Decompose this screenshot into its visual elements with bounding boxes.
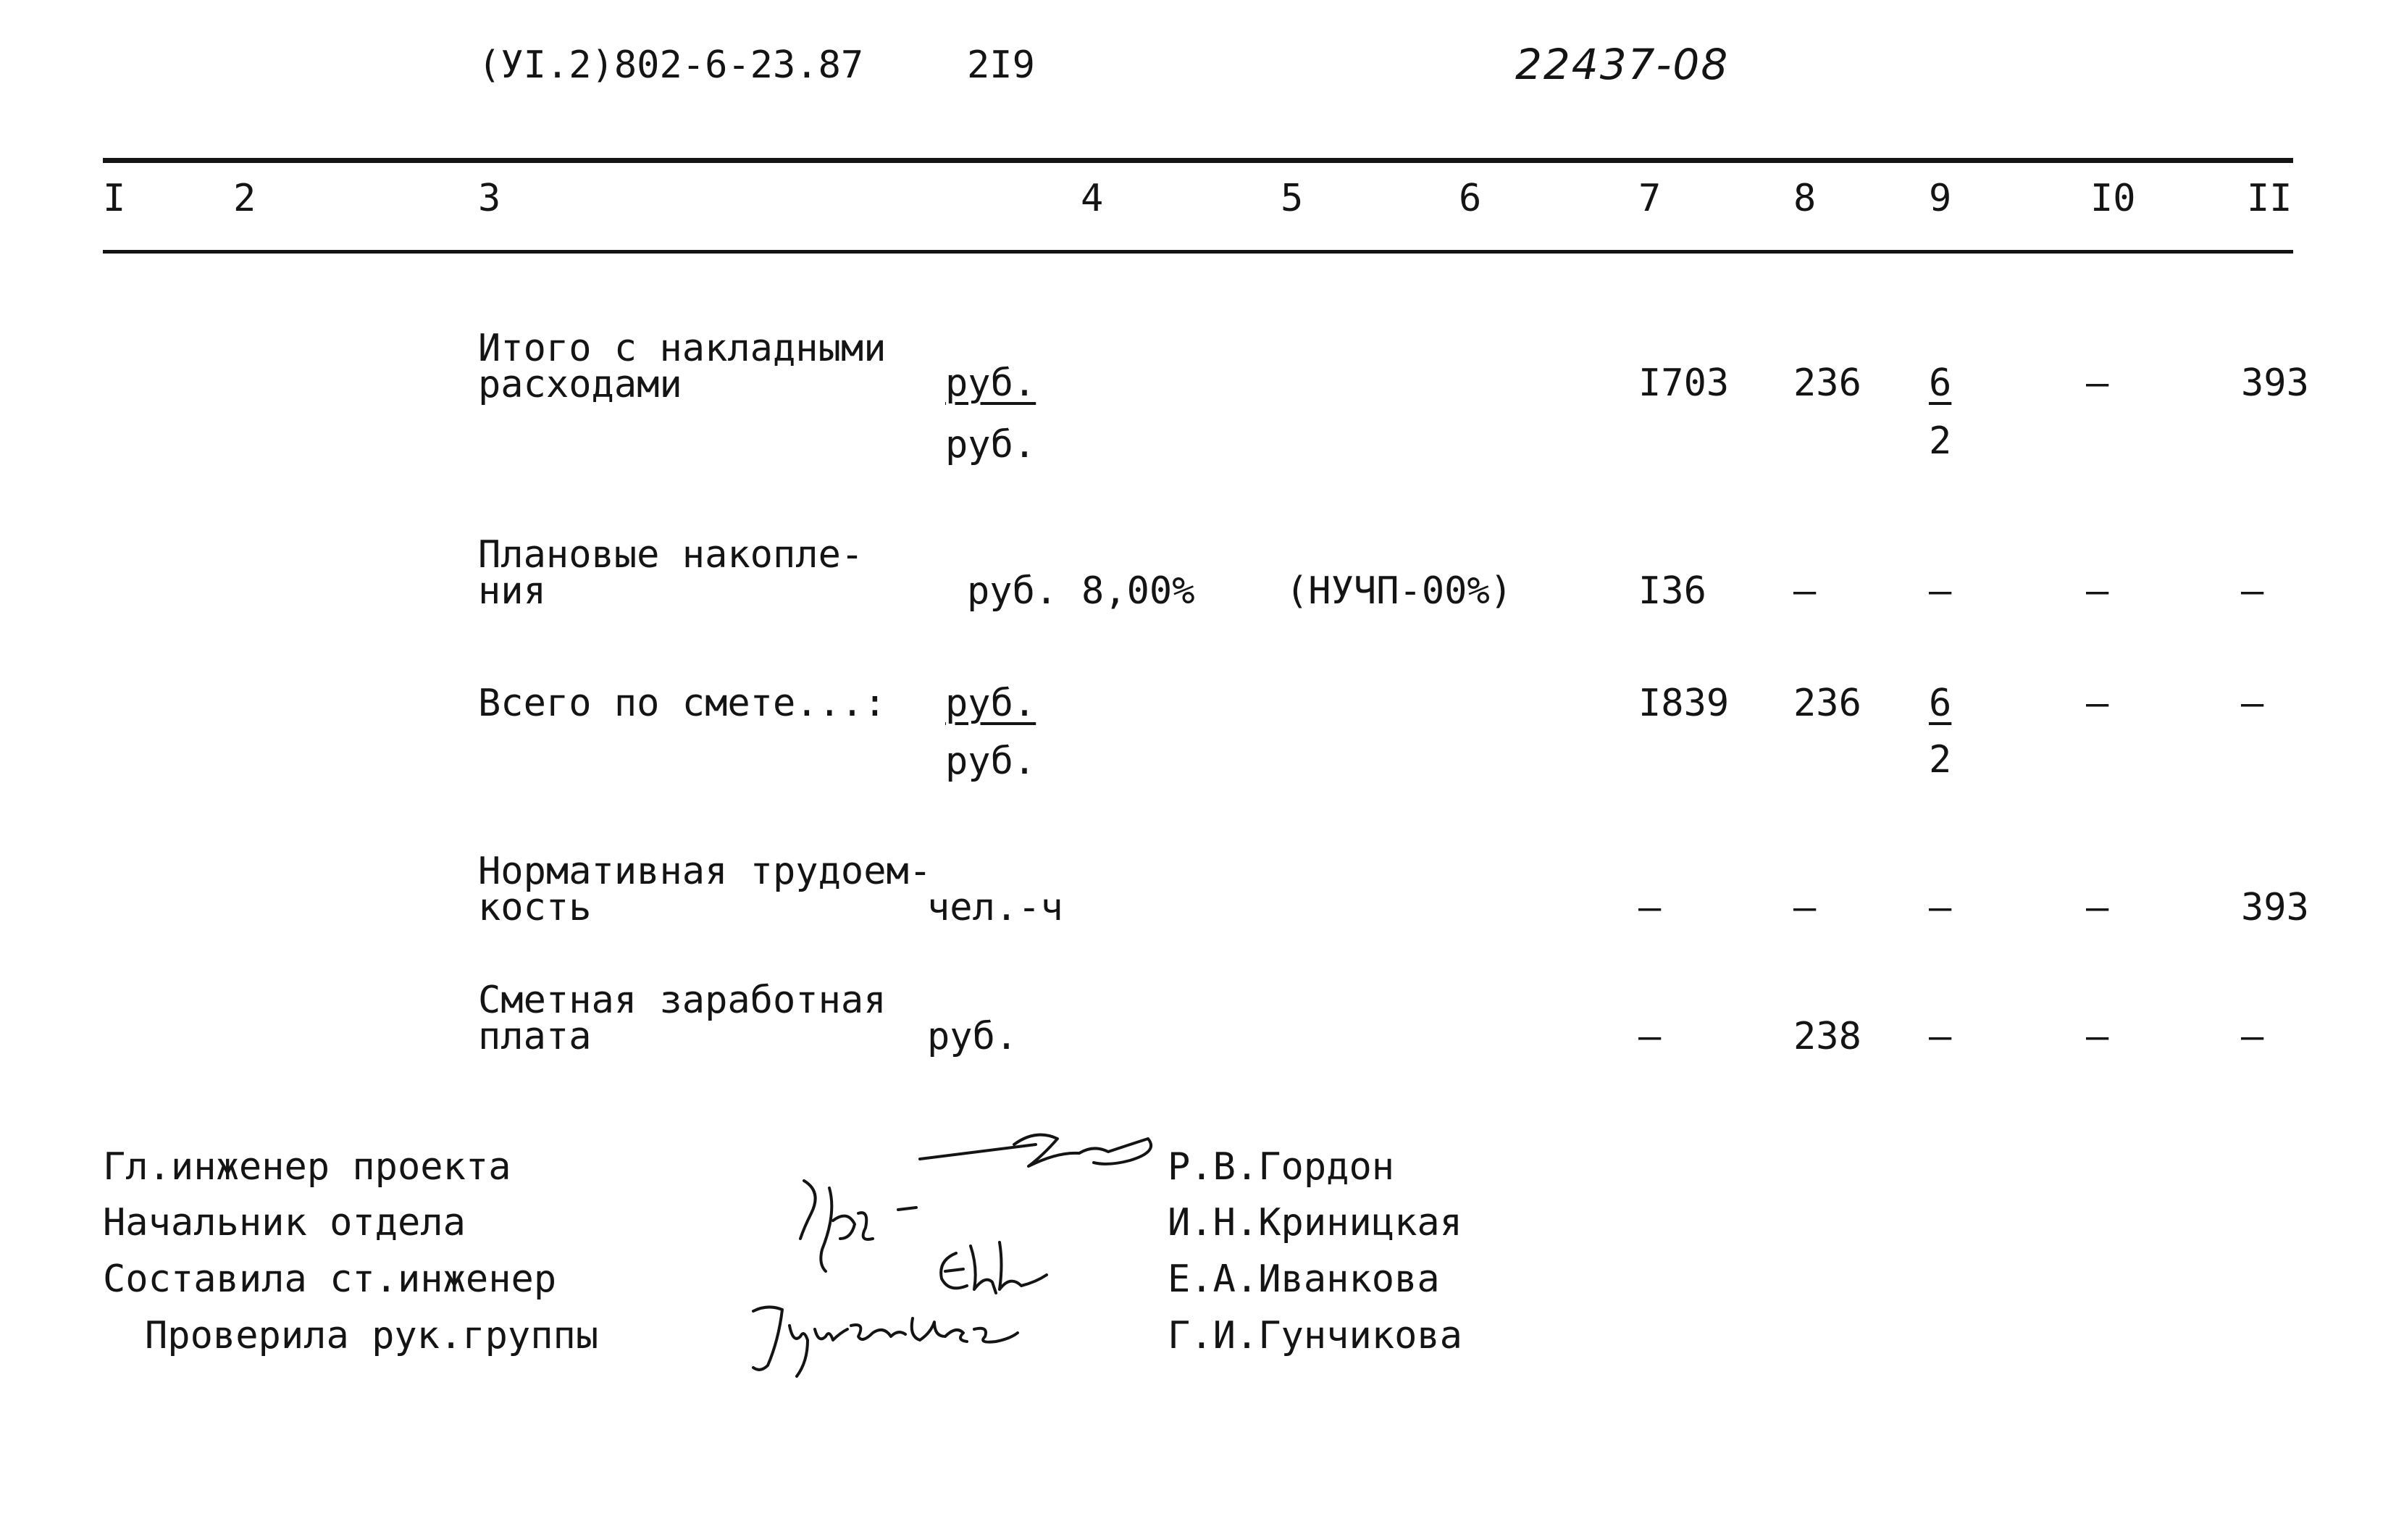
cell-col9: – [1929, 569, 1952, 613]
column-header: 2 [233, 177, 256, 220]
cell-col10: – [2086, 682, 2109, 725]
signature-gunchikova [739, 1297, 1029, 1384]
cell-col11: 393 [2241, 361, 2309, 405]
column-header: I0 [2090, 177, 2136, 220]
row-name-line: Сметная заработная [478, 979, 887, 1022]
signer-name: Г.И.Гунчикова [1168, 1314, 1462, 1357]
signer-role: Гл.инженер проекта [103, 1145, 511, 1189]
cell-col8: 236 [1793, 361, 1861, 405]
signature-krinitskaya [789, 1170, 934, 1279]
row-name-line: ния [478, 569, 546, 613]
cell-col9: 2 [1929, 738, 1952, 782]
cell-col7: I36 [1638, 569, 1706, 613]
signer-name: И.Н.Криницкая [1168, 1201, 1462, 1244]
row-name-line: кость [478, 886, 592, 929]
row-unit: руб. [967, 569, 1058, 613]
column-header: 3 [478, 177, 501, 220]
table-top-rule [103, 158, 2293, 163]
row-unit: руб. [927, 1015, 1018, 1058]
row-unit: руб. [945, 423, 1036, 466]
sheet-id: 22437-08 [1515, 40, 1730, 89]
cell-col11: – [2241, 569, 2264, 613]
cell-col7: I839 [1638, 682, 1730, 725]
cell-col8: 238 [1793, 1015, 1861, 1058]
cell-col10: – [2086, 361, 2109, 405]
cell-col7: – [1638, 886, 1662, 929]
signer-role: Начальник отдела [103, 1201, 466, 1244]
cell-col9: – [1929, 1015, 1952, 1058]
cell-col10: – [2086, 886, 2109, 929]
cell-col11: – [2241, 1015, 2264, 1058]
signer-role: Проверила рук.группы [145, 1314, 599, 1357]
cell-col5-6: (НУЧП-00%) [1286, 569, 1513, 613]
cell-col9: 6 [1929, 682, 1952, 725]
cell-col11: – [2241, 682, 2264, 725]
cell-col4: 8,00% [1081, 569, 1195, 613]
row-name-line: Итого с накладными [478, 327, 887, 370]
signature-gordon [913, 1123, 1166, 1188]
cell-col8: 236 [1793, 682, 1861, 725]
column-header: 9 [1929, 177, 1952, 220]
table-header-rule [103, 250, 2293, 254]
column-header: 4 [1081, 177, 1104, 220]
column-header: 8 [1793, 177, 1817, 220]
row-unit: руб. [945, 740, 1036, 783]
signer-name: Р.В.Гордон [1168, 1145, 1395, 1189]
row-name-line: плата [478, 1015, 592, 1058]
column-header: II [2247, 177, 2292, 220]
cell-col10: – [2086, 569, 2109, 613]
row-name-line: расходами [478, 363, 682, 406]
signer-name: Е.А.Иванкова [1168, 1257, 1440, 1301]
cell-col11: 393 [2241, 886, 2309, 929]
cell-col8: – [1793, 886, 1817, 929]
column-header: 6 [1459, 177, 1482, 220]
cell-col7: – [1638, 1015, 1662, 1058]
cell-col9: 6 [1929, 361, 1952, 405]
column-header: 5 [1281, 177, 1304, 220]
signer-role: Составила ст.инженер [103, 1257, 557, 1301]
cell-col10: – [2086, 1015, 2109, 1058]
row-name-line: Всего по смете...: [478, 682, 887, 725]
cell-col9: – [1929, 886, 1952, 929]
document-code: (УI.2)802-6-23.87 [478, 43, 864, 87]
page-number: 2I9 [967, 43, 1035, 87]
row-name-line: Нормативная трудоем- [478, 850, 932, 893]
row-unit: чел.-ч [927, 886, 1063, 929]
column-header: I [103, 177, 126, 220]
row-unit: руб. [945, 361, 1036, 405]
cell-col9: 2 [1929, 419, 1952, 463]
row-name-line: Плановые накопле- [478, 533, 864, 577]
row-unit: руб. [945, 682, 1036, 725]
column-header: 7 [1638, 177, 1662, 220]
cell-col8: – [1793, 569, 1817, 613]
cell-col7: I703 [1638, 361, 1730, 405]
